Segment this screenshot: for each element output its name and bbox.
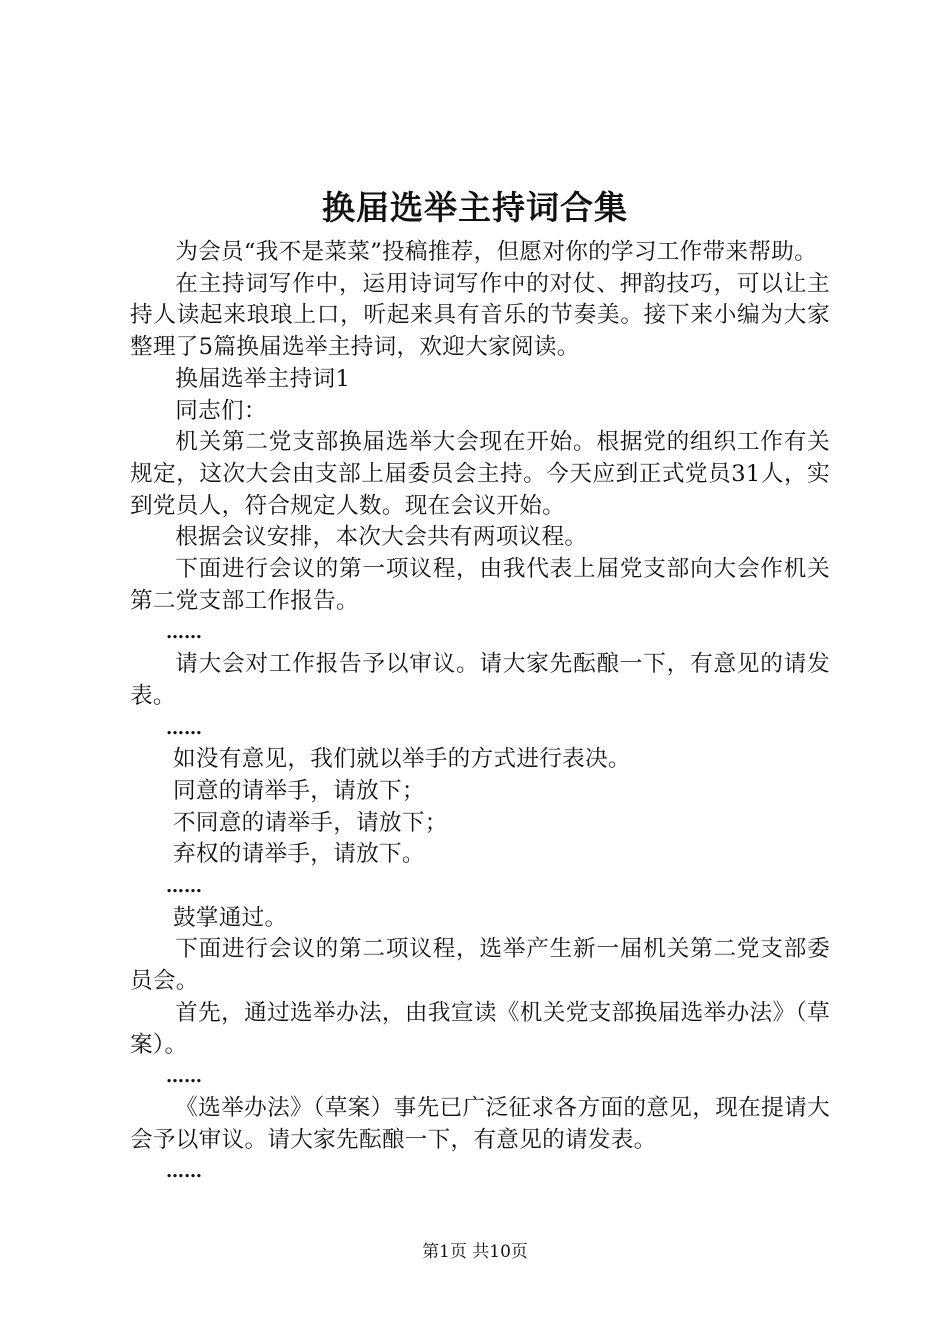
ellipsis-line: …… [166, 622, 202, 644]
paragraph: 下面进行会议的第一项议程，由我代表上届党支部向大会作机关第二党支部工作报告。 [130, 556, 830, 614]
paragraph: 下面进行会议的第二项议程，选举产生新一届机关第二党支部委员会。 [130, 936, 830, 995]
ellipsis-line: …… [166, 1161, 202, 1183]
paragraph: 换届选举主持词1 [175, 365, 351, 392]
paragraph: 根据会议安排，本次大会共有两项议程。 [175, 524, 588, 551]
ellipsis-line: …… [166, 717, 202, 739]
paragraph: 请大会对工作报告予以审议。请大家先酝酿一下，有意见的请发表。 [130, 651, 830, 709]
paragraph: 不同意的请举手，请放下； [172, 809, 448, 836]
page-footer: 第1页 共10页 [422, 1242, 528, 1262]
document-title: 换届选举主持词合集 [322, 188, 628, 227]
paragraph: 《选举办法》（草案）事先已广泛征求各方面的意见，现在提请大会予以审议。请大家先酝酿一下，有意见的请发表。 [130, 1094, 830, 1153]
ellipsis-line: …… [166, 876, 202, 898]
paragraph: 机关第二党支部换届选举大会现在开始。根据党的组织工作有关规定，这次大会由支部上届委员会主持。今天应到正式党员31人，实到党员人，符合规定人数。现在会议开始。 [130, 429, 830, 519]
paragraph: 鼓掌通过。 [172, 904, 288, 931]
ellipsis-line: …… [166, 1066, 202, 1088]
paragraph: 首先，通过选举办法，由我宣读《机关党支部换届选举办法》（草案）。 [130, 999, 830, 1058]
paragraph: 同意的请举手，请放下； [172, 777, 425, 804]
document-body [130, 237, 830, 1188]
paragraph: 同志们： [175, 397, 267, 424]
paragraph: 如没有意见，我们就以举手的方式进行表决。 [172, 746, 631, 773]
paragraph: 为会员“我不是菜菜”投稿推荐，但愿对你的学习工作带来帮助。 [175, 239, 818, 265]
paragraph: 弃权的请举手，请放下。 [172, 841, 425, 868]
paragraph: 在主持词写作中，运用诗词写作中的对仗、押韵技巧，可以让主持人读起来琅琅上口，听起来具有音乐的节奏美。接下来小编为大家整理了5篇换届选举主持词，欢迎大家阅读。 [130, 270, 830, 361]
